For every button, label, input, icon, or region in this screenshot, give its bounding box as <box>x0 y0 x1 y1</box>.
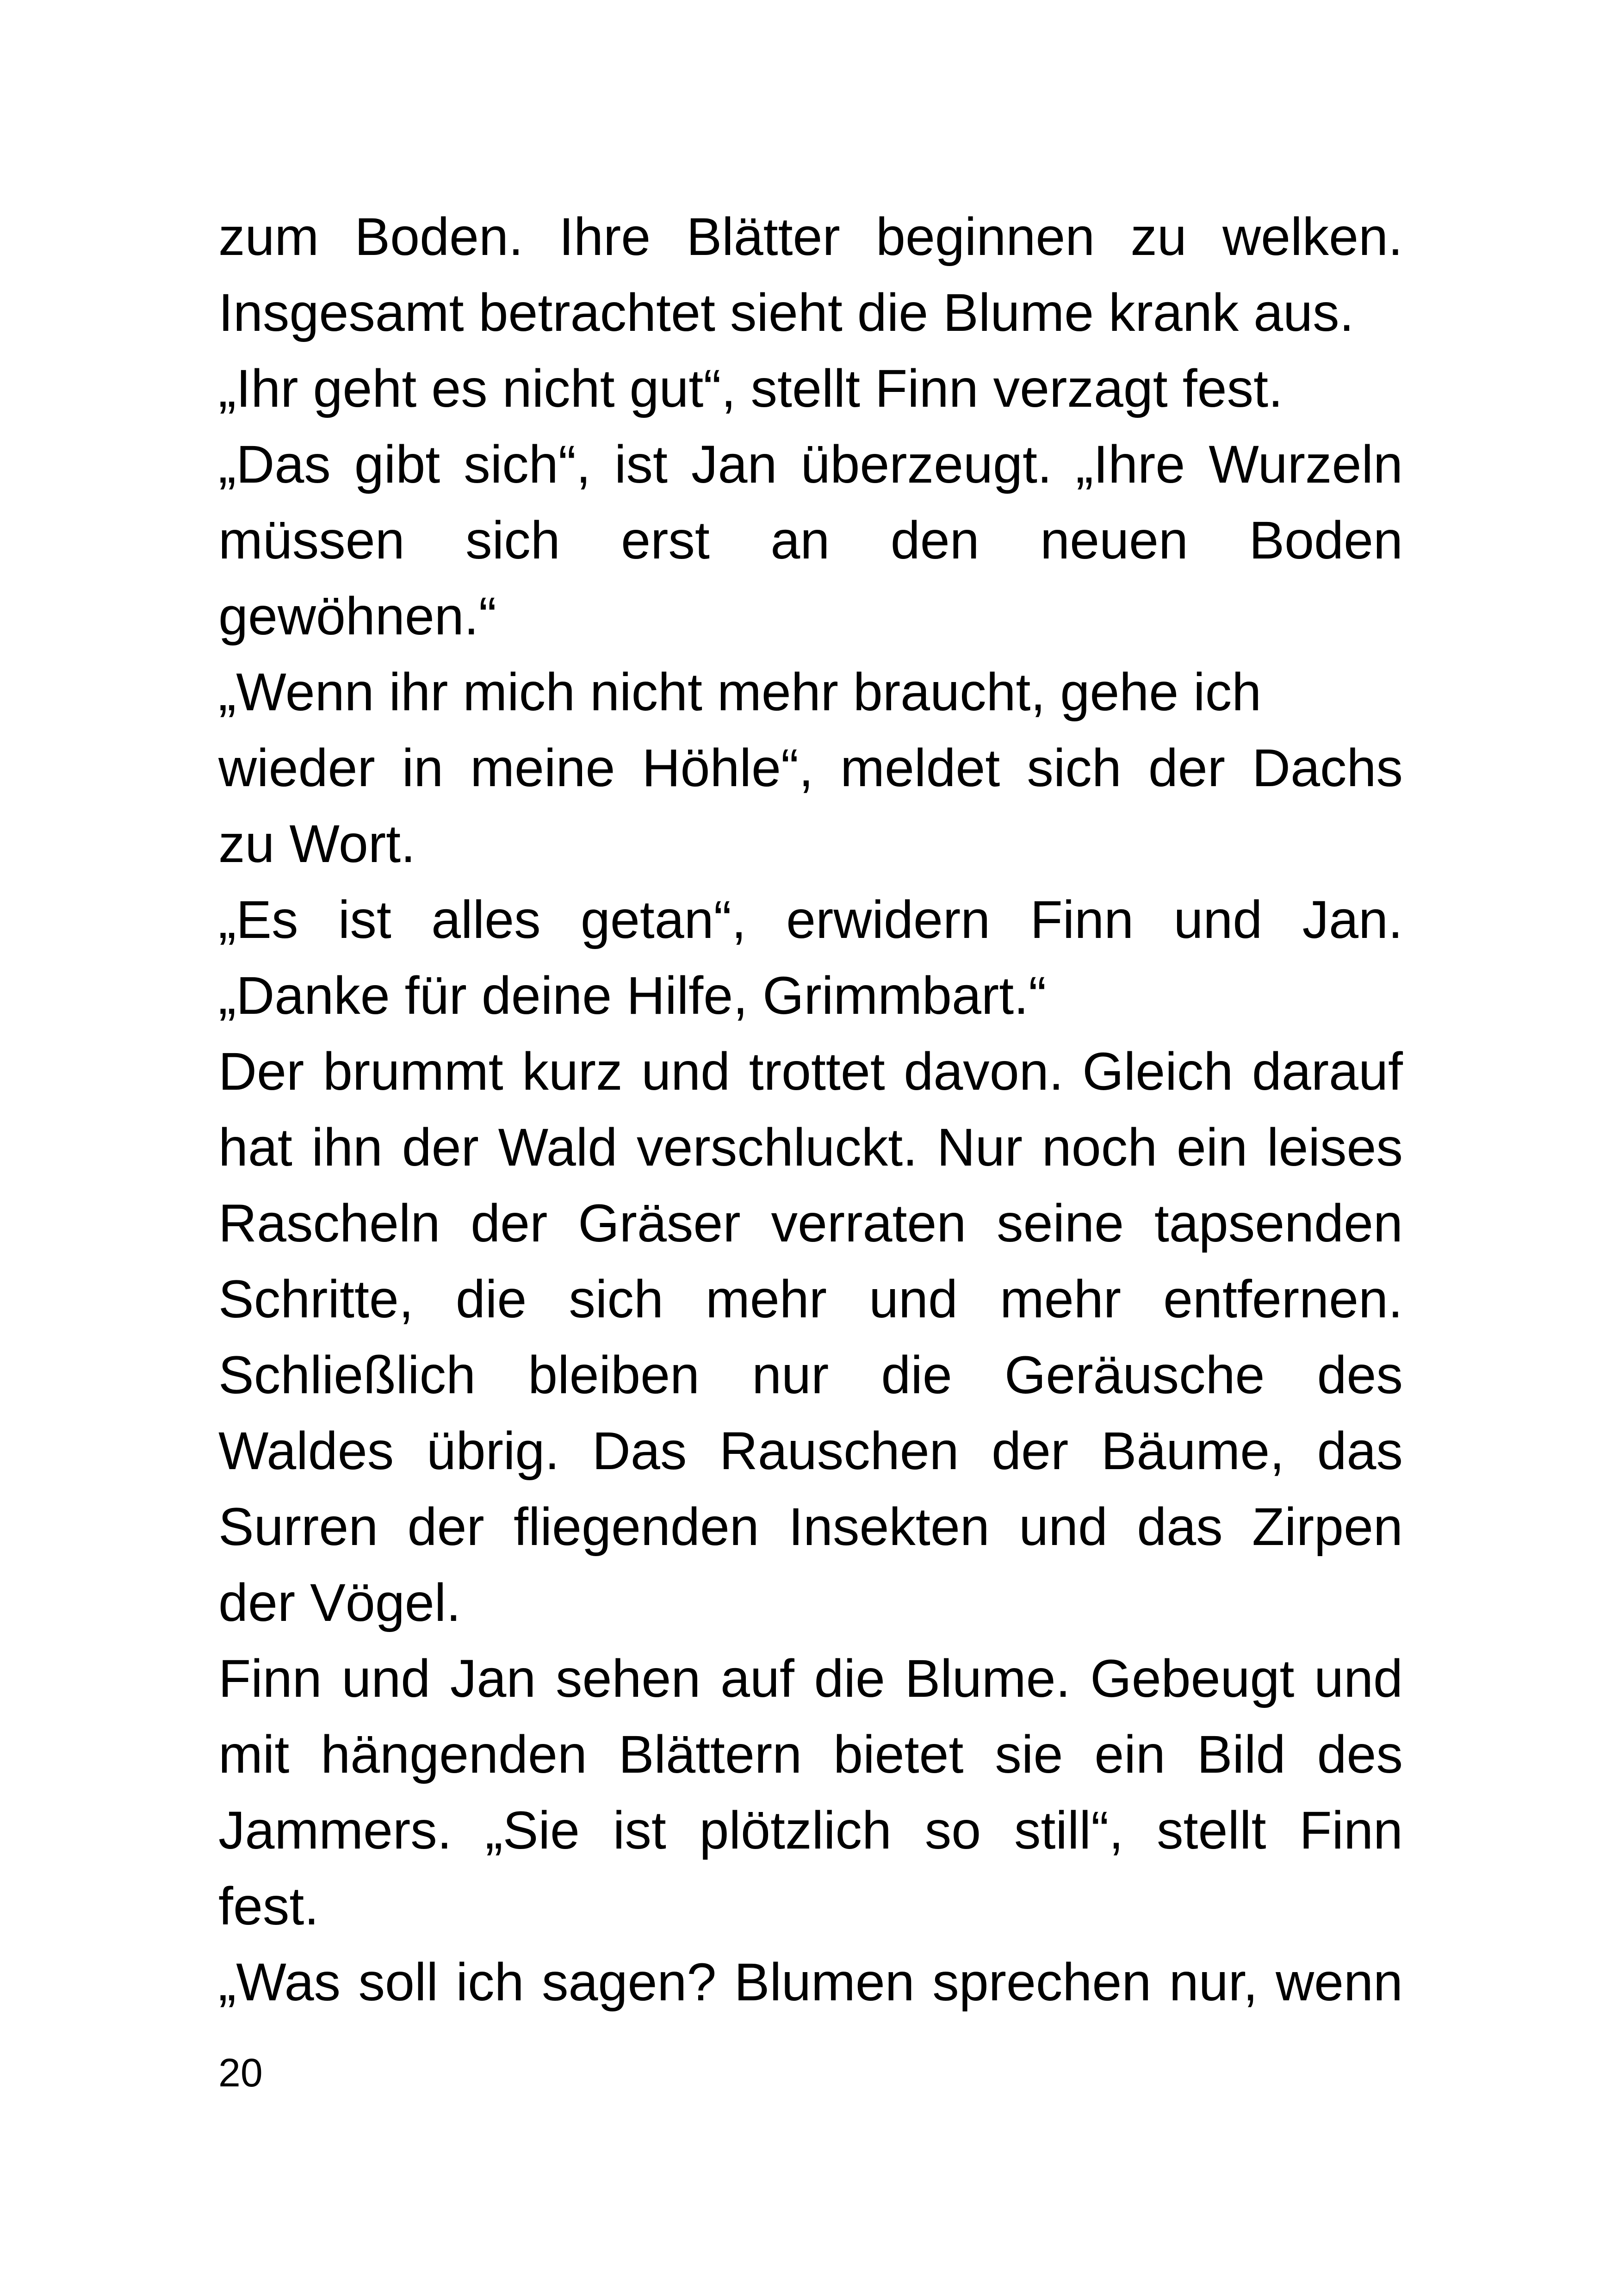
text-line: Schritte, die sich mehr und mehr entfernen. <box>218 1270 1403 1329</box>
text-line: Surren der fliegenden Insekten und das Zirpen <box>218 1497 1403 1557</box>
text-line: Jammers. „Sie ist plötzlich so still“, stellt Finn <box>218 1801 1403 1860</box>
text-line: „Danke für deine Hilfe, Grimmbart.“ <box>218 966 1047 1025</box>
text-line: „Es ist alles getan“, erwidern Finn und Jan. <box>218 890 1403 949</box>
text-line: gewöhnen.“ <box>218 587 496 646</box>
page-number: 20 <box>218 2051 263 2095</box>
text-line: „Ihr geht es nicht gut“, stellt Finn verzagt fest. <box>218 359 1283 418</box>
text-line: Der brummt kurz und trottet davon. Gleich darauf <box>218 1042 1403 1101</box>
text-line: wieder in meine Höhle“, meldet sich der Dachs <box>218 738 1403 798</box>
body-text <box>218 199 1403 2020</box>
text-line: hat ihn der Wald verschluckt. Nur noch ein leises <box>218 1118 1403 1177</box>
text-line: zum Boden. Ihre Blätter beginnen zu welken. <box>218 207 1403 267</box>
text-line: Rascheln der Gräser verraten seine tapsenden <box>218 1194 1403 1253</box>
text-line: „Was soll ich sagen? Blumen sprechen nur, wenn <box>218 1953 1403 2012</box>
text-line: „Wenn ihr mich nicht mehr braucht, gehe ich <box>218 663 1262 722</box>
text-line: der Vögel. <box>218 1573 461 1632</box>
text-line: zu Wort. <box>218 814 416 874</box>
text-line: mit hängenden Blättern bietet sie ein Bild des <box>218 1725 1403 1784</box>
text-line: Waldes übrig. Das Rauschen der Bäume, das <box>218 1421 1403 1481</box>
text-line: Finn und Jan sehen auf die Blume. Gebeugt und <box>218 1649 1403 1708</box>
text-line: fest. <box>218 1877 319 1936</box>
text-line: Schließlich bleiben nur die Geräusche des <box>218 1346 1403 1405</box>
text-line: müssen sich erst an den neuen Boden <box>218 511 1403 570</box>
text-line: Insgesamt betrachtet sieht die Blume krank aus. <box>218 283 1354 342</box>
text-line: „Das gibt sich“, ist Jan überzeugt. „Ihre Wurzeln <box>218 435 1403 494</box>
